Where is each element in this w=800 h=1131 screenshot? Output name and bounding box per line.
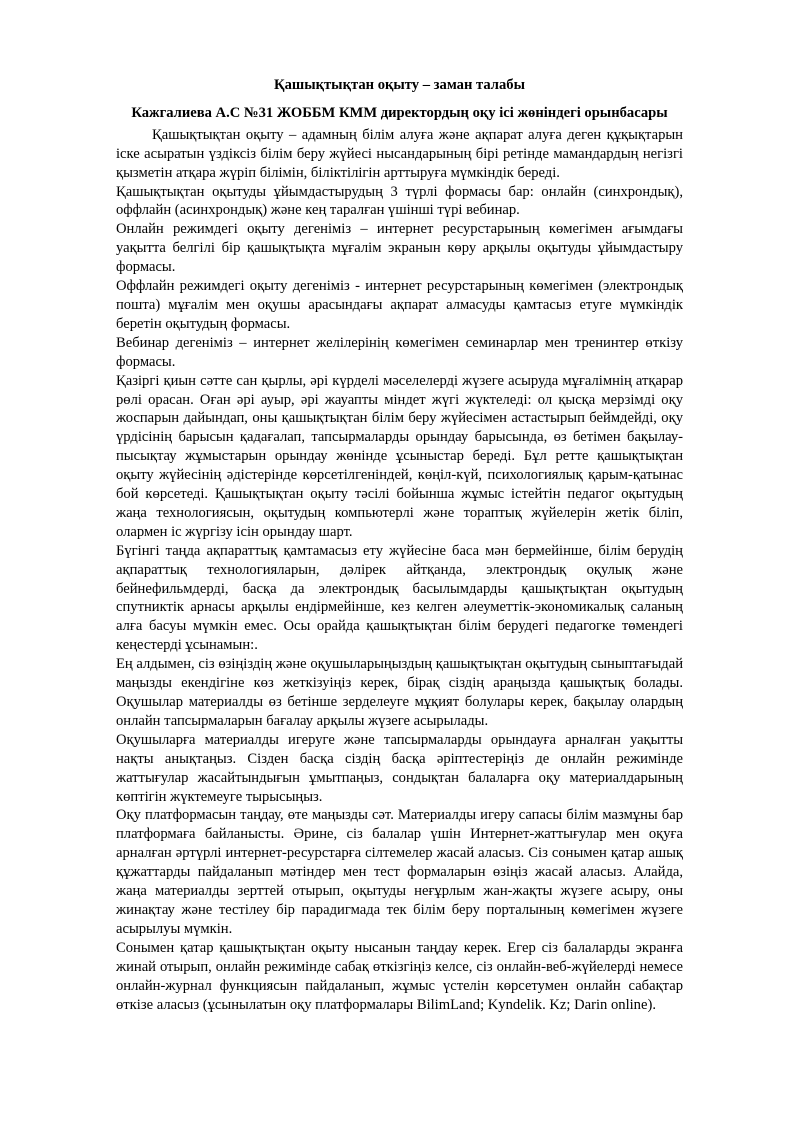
paragraph-advice-form: Сонымен қатар қашықтықтан оқыту нысанын таңдау керек. Егер сіз балаларды экранға жинай отырып, онлайн режимінде сабақ өткізгіңіз келсе, сіз онлайн-веб-жүйелерді немесе онлайн-журнал функциясын пайдаланып, жұмыс үстелін көрсетумен онлайн сабақтар өткізе аласыз (ұсынылатын оқу платформалары BilimLand; Kyndelik. Kz; Darin online). xyxy=(116,939,683,1013)
paragraph-intro: Қашықтықтан оқыту – адамның білім алуға және ақпарат алуға деген құқықтарын іске асыратын үздіксіз білім беру жүйесі нысандарының бірі ретінде мамандардың негізгі қызметін атқара жүріп білімін, біліктілігін арттыруға мүмкіндік береді. xyxy=(116,126,683,181)
paragraph-forms: Қашықтықтан оқытуды ұйымдастырудың 3 түрлі формасы бар: онлайн (синхрондық), оффлайн (асинхрондық) және кең таралған үшінші түрі вебинар. xyxy=(116,183,683,219)
paragraph-teacher-role: Қазіргі қиын сәтте сан қырлы, әрі күрделі мәселелерді жүзеге асыруда мұғалімнің атқарар рөлі орасан. Оған әрі ауыр, әрі жауапты міндет жүгі жүктеледі: ол қысқа мерзімді оқу жоспарын дайындап, оны қашықтықтан білім беру жүйесімен астастырып беймдейді, оқу үрдісінің барысын қадағалап, тапсырмаларды орындау барысында, өз бетімен бақылау-пысықтау жұмыстарын орындау жөнінде ұсыныстар береді. Бұл ретте қашықтықтан оқыту жүйесінің әдістерінде көрсетілгеніндей, көңіл-күй, психологиялық қарым-қатынас бой көрсетеді. Қашықтықтан оқыту тәсілі бойынша жұмыс істейтін педагог оқытудың жаңа технологиясын, оқытудың компьютерлі және тораптық жүйелерін жетік біліп, олармен іс жүргізу ісін орындау шарт. xyxy=(116,372,683,540)
paragraph-online: Онлайн режимдегі оқыту дегеніміз – интернет ресурстарының көмегімен ағымдағы уақытта белгілі бір қашықтықта мұғалім экранын көру арқылы оқытуды ұйымдастыру формасы. xyxy=(116,221,683,276)
paragraph-information-support: Бүгінгі таңда ақпараттық қамтамасыз ету жүйесіне баса мән бермейінше, білім берудің ақпараттық технологияларын, дәлірек айтқанда, электрондық оқулық және бейнефильмдерді, басқа да электрондық басылымдарды қашықтықтан оқытудың спутниктік арнасы арқылы ендірмейінше, кез келген әлеуметтік-экономикалық саланың алға басуы мүмкін емес. Осы орайда қашықтықтан білім берудегі педагогке төмендегі кеңестерді ұсынамын:. xyxy=(116,542,683,654)
paragraph-advice-time: Оқушыларға материалды игеруге және тапсырмаларды орындауға арналған уақытты нақты анықтаңыз. Сізден басқа сіздің басқа әріптестеріңіз де онлайн режимінде жаттығулар жасайтындығын ұмытпаңыз, сондықтан балаларға оқу материалдарының көптігін жүктемеуге тырысыңыз. xyxy=(116,731,683,805)
document-title: Қашықтықтан оқыту – заман талабы xyxy=(274,77,525,93)
paragraph-webinar: Вебинар дегеніміз – интернет желілерінің көмегімен семинарлар мен тренинтер өткізу формасы. xyxy=(116,334,683,370)
document-body xyxy=(116,76,683,1014)
paragraph-advice-platform: Оқу платформасын таңдау, өте маңызды сәт. Материалды игеру сапасы білім мазмұны бар платформаға байланысты. Әрине, сіз балалар үшін Интернет-жаттығулар мен оқуға арналған әртүрлі интернет-ресурстарға сілтемелер жасай аласыз. Сіз сонымен қатар ашық құжаттарды пайдаланып мәтіндер мен тест формаларын өзіңіз жасай аласыз. Алайда, жаңа материалды зерттей отырып, оқытуды неғұрлым жан-жақты жүзеге асыру, оны жинақтау және тестілеу бір парадигмада тек білім беру порталының көмегімен жүзеге асырылуы мүмкін. xyxy=(116,807,683,937)
paragraph-offline: Оффлайн режимдегі оқыту дегеніміз - интернет ресурстарының көмегімен (электрондық пошта) мұғалім мен оқушы арасындағы ақпарат алмасуды қамтасыз етуге мүмкіндік беретін оқытудың формасы. xyxy=(116,278,683,332)
paragraph-advice-importance: Ең алдымен, сіз өзіңіздің және оқушыларыңыздың қашықтықтан оқытудың сыныптағыдай маңызды екендігіне көз жеткізуіңіз керек, бірақ сіздің араңызда қашықтық болады. Оқушылар материалды өз бетінше зерделеуге мұқият болулары керек, бақылау олардың онлайн тапсырмаларын бағалау арқылы жүзеге асырылады. xyxy=(116,656,683,729)
document-author-line: Кажгалиева А.С №31 ЖОББМ КММ директордың оқу ісі жөніндегі орынбасары xyxy=(131,104,668,121)
